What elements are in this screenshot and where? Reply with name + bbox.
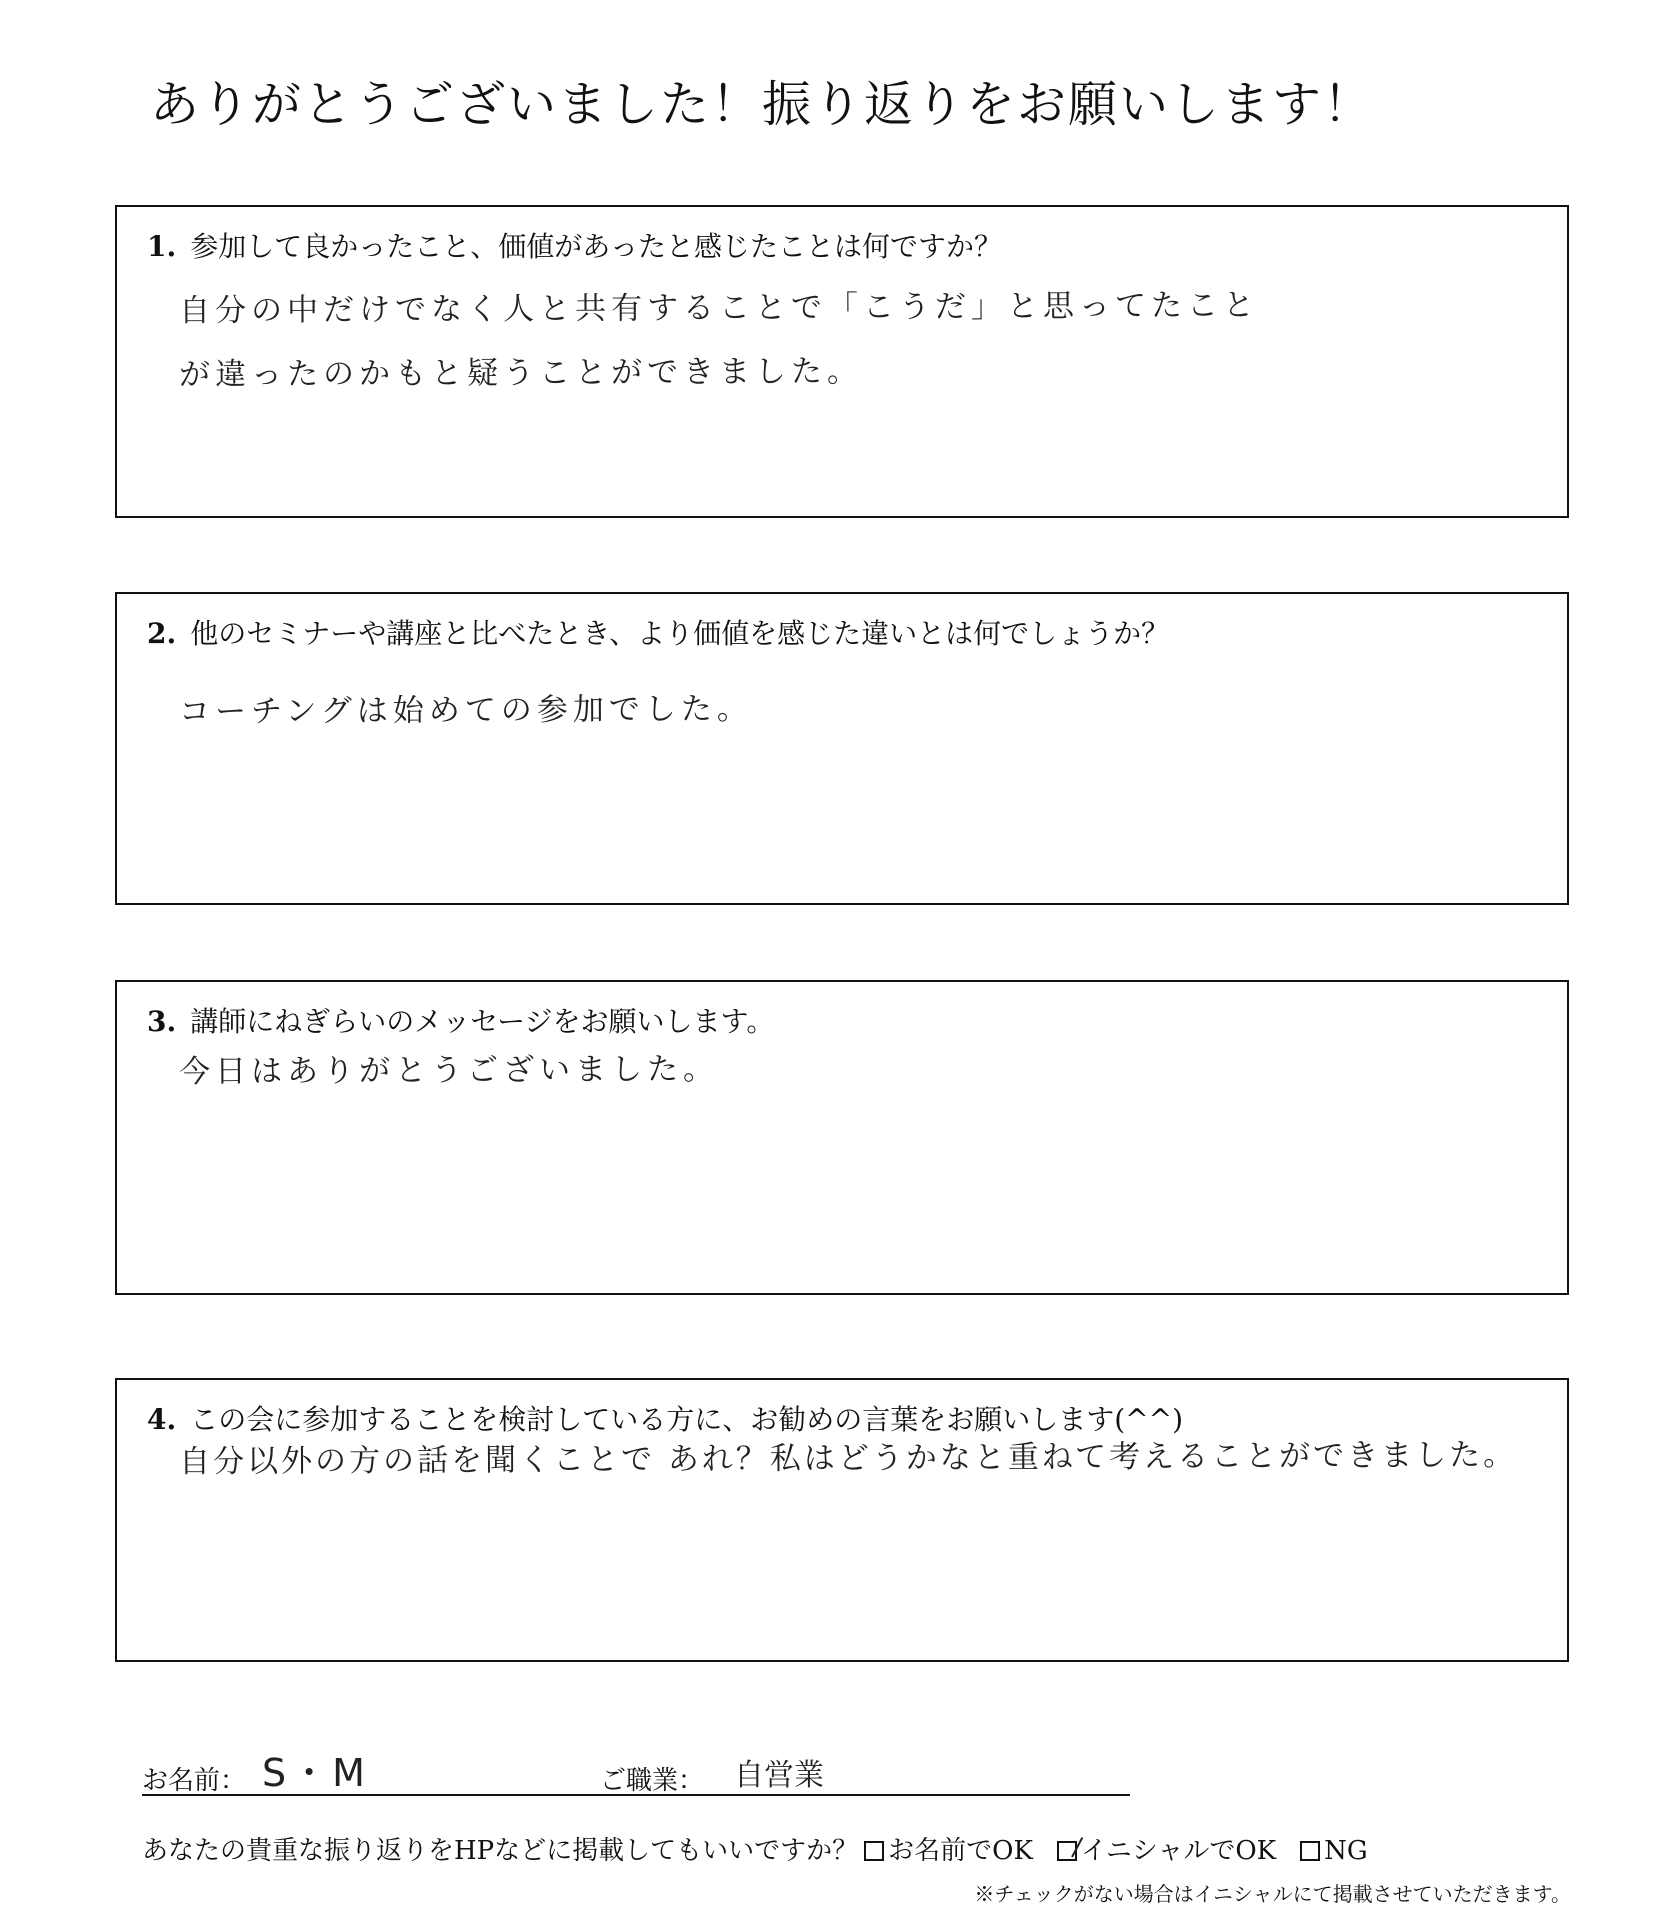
page-title: ありがとうございました！振り返りをお願いします！ [150,76,1375,133]
question-box-2 [115,592,1569,905]
job-label: ご職業： [600,1766,705,1796]
name-value: S・M [262,1751,369,1795]
option-label: お名前でOK [888,1836,1033,1866]
question-text: この会に参加することを検討している方に、お勧めの言葉をお願いします(^^) [190,1403,1184,1436]
question-number: 2. [147,617,177,650]
consent-option-initial[interactable] [1051,1836,1276,1866]
question-box-3 [115,980,1569,1295]
option-label: イニシャルでOK [1080,1836,1277,1866]
name-label: お名前： [142,1766,247,1796]
consent-option-ng[interactable] [1294,1836,1368,1866]
answer-line: が違ったのかもと疑うことができました。 [178,353,864,393]
question-box-4 [115,1378,1569,1662]
answer-line: 自分の中だけでなく人と共有することで「こうだ」と思ってたこと [178,287,1260,329]
question-number: 4. [147,1403,177,1436]
checkbox-initial-ok[interactable] [1057,1841,1077,1861]
question-heading-1 [147,225,1002,265]
question-text: 他のセミナーや講座と比べたとき、より価値を感じた違いとは何でしょうか？ [190,617,1170,650]
answer-line: 今日はありがとうございました。 [178,1051,720,1090]
checkbox-ng[interactable] [1300,1841,1320,1861]
checkbox-name-ok[interactable] [864,1841,884,1861]
question-text: 参加して良かったこと、価値があったと感じたことは何ですか？ [190,230,1002,263]
question-text: 講師にねぎらいのメッセージをお願いします。 [190,1005,775,1038]
question-heading-2 [147,612,1169,652]
answer-line: 自分以外の方の話を聞くことで あれ？私はどうかなと重ねて考えることができました。 [178,1436,1518,1480]
question-number: 3. [147,1005,177,1038]
consent-question: あなたの貴重な振り返りをHPなどに掲載してもいいですか？ [142,1836,859,1866]
job-value: 自営業 [734,1758,824,1793]
answer-line: コーチングは始めての参加でした。 [178,690,753,730]
question-number: 1. [147,230,177,263]
consent-option-name[interactable] [858,1836,1033,1866]
question-box-1 [115,205,1569,518]
question-heading-3 [147,1000,774,1040]
signature-line [142,1794,1130,1796]
consent-row [142,1830,1386,1867]
consent-note: ※チェックがない場合はイニシャルにて掲載させていただきます。 [974,1882,1571,1906]
option-label: NG [1324,1836,1368,1866]
